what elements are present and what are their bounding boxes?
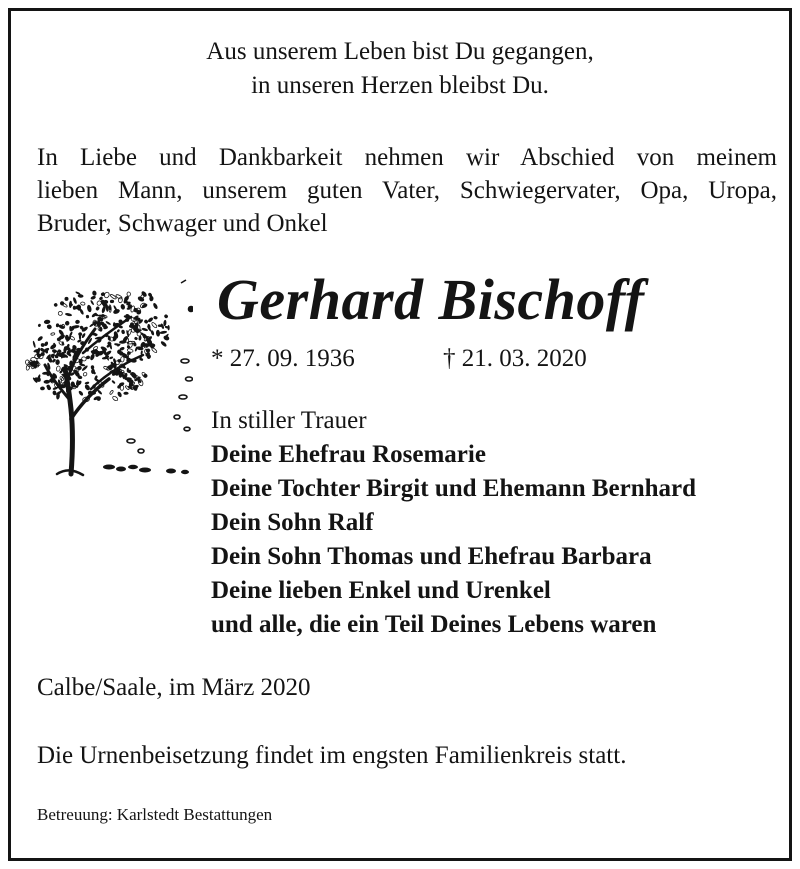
leaf-mark xyxy=(92,290,97,296)
death-date: † 21. 03. 2020 xyxy=(443,345,587,372)
leaf-mark xyxy=(127,345,131,349)
leaf-mark xyxy=(121,329,125,334)
leaf-mark xyxy=(123,392,128,395)
leaf-mark xyxy=(127,292,130,296)
leaf-mark xyxy=(109,390,113,395)
leaf-mark xyxy=(118,297,122,303)
leaf-mark xyxy=(80,302,85,306)
leaf-mark xyxy=(53,302,58,307)
mourner-line: Dein Sohn Ralf xyxy=(211,509,374,536)
leaf-mark xyxy=(127,329,132,336)
leaf-mark xyxy=(90,300,95,306)
leaf-mark xyxy=(119,320,123,324)
leaf-mark xyxy=(43,380,50,384)
leaf-mark xyxy=(84,384,91,392)
leaf-mark xyxy=(62,341,64,345)
leaf-mark xyxy=(134,336,138,340)
leaf-mark xyxy=(51,333,55,336)
leaf-mark xyxy=(78,390,84,396)
leaf-mark xyxy=(117,391,123,398)
leaf-mark xyxy=(44,319,51,324)
leaf-mark xyxy=(40,343,44,347)
leaf-mark xyxy=(163,335,170,342)
leaf-mark xyxy=(55,359,60,365)
mourner-line: Deine lieben Enkel und Urenkel xyxy=(211,577,551,604)
leaf-mark xyxy=(69,301,72,308)
leaf-mark xyxy=(64,320,70,326)
leaf-mark xyxy=(163,320,167,326)
leaf-mark xyxy=(111,380,116,385)
leaf-mark xyxy=(113,362,117,369)
leaf-mark xyxy=(86,315,90,319)
leaf-mark xyxy=(72,297,77,305)
mourner-line: Deine Tochter Birgit und Ehemann Bernhard xyxy=(211,475,697,502)
leaf-mark xyxy=(145,348,151,353)
leaf-mark xyxy=(56,366,61,372)
motto-line-1: Aus unserem Leben bist Du gegangen, xyxy=(206,38,594,65)
obituary-notice xyxy=(8,8,792,861)
leaf-mark xyxy=(89,353,95,361)
leaf-mark xyxy=(57,311,63,317)
leaf-mark xyxy=(95,306,100,311)
mourners-block xyxy=(211,404,696,642)
leaf-mark xyxy=(151,322,158,329)
leaf-mark xyxy=(138,336,142,341)
burial-note: Die Urnenbeisetzung findet im engsten Familienkreis statt. xyxy=(37,742,627,769)
intro-line-2: lieben Mann, unserem guten Vater, Schwiegervater, Opa, Uropa, xyxy=(37,177,777,204)
leaf-mark xyxy=(120,304,126,310)
leaf-mark xyxy=(37,335,44,342)
leaf-mark xyxy=(160,340,167,347)
motto-line-2: in unseren Herzen bleibst Du. xyxy=(251,72,549,99)
leaf-mark xyxy=(97,389,103,395)
leaf-mark xyxy=(167,325,169,330)
undertaker-credit: Betreuung: Karlstedt Bestattungen xyxy=(37,805,273,824)
mourner-line: und alle, die ein Teil Deines Lebens waren xyxy=(211,611,657,638)
leaf-mark xyxy=(46,324,53,330)
leaf-mark xyxy=(163,314,168,319)
leaf-mark xyxy=(83,372,88,377)
leaf-mark xyxy=(120,385,124,390)
leaf-mark xyxy=(143,319,148,324)
leaf-mark xyxy=(86,304,92,312)
leaf-mark xyxy=(78,294,84,298)
mourner-line: Dein Sohn Thomas und Ehefrau Barbara xyxy=(211,543,652,570)
intro-line-1: In Liebe und Dankbarkeit nehmen wir Abschied von meinem xyxy=(37,144,777,171)
leaf-mark xyxy=(40,386,45,390)
leaf-mark xyxy=(125,318,129,322)
leaf-mark xyxy=(110,294,117,300)
leaf-mark xyxy=(56,323,59,327)
leaf-mark xyxy=(141,327,148,331)
intro-line-3: Bruder, Schwager und Onkel xyxy=(37,210,328,237)
leaf-mark xyxy=(84,381,89,384)
mourning-lead: In stiller Trauer xyxy=(211,407,367,434)
tree-with-falling-leaves-icon xyxy=(21,269,193,484)
leaf-mark xyxy=(64,297,68,301)
leaf-mark xyxy=(49,343,57,350)
leaf-mark xyxy=(152,302,158,309)
leaf-mark xyxy=(65,313,72,317)
leaf-mark xyxy=(110,300,114,304)
leaf-mark xyxy=(159,330,167,334)
leaf-mark xyxy=(156,330,161,337)
place-and-date: Calbe/Saale, im März 2020 xyxy=(37,674,311,701)
mourner-line: Deine Ehefrau Rosemarie xyxy=(211,441,486,468)
birth-date: * 27. 09. 1936 xyxy=(211,345,355,372)
leaf-mark xyxy=(109,356,114,359)
leaf-mark xyxy=(32,340,36,348)
leaf-mark xyxy=(112,395,119,401)
leaf-mark xyxy=(153,316,158,320)
leaf-mark xyxy=(75,320,80,325)
leaf-mark xyxy=(91,365,95,369)
intro-text xyxy=(37,141,777,240)
leaf-mark xyxy=(143,374,148,379)
leaf-mark xyxy=(90,295,96,300)
leaf-mark xyxy=(61,302,68,308)
deceased-name: Gerhard Bischoff xyxy=(217,267,645,332)
leaf-mark xyxy=(38,323,42,327)
